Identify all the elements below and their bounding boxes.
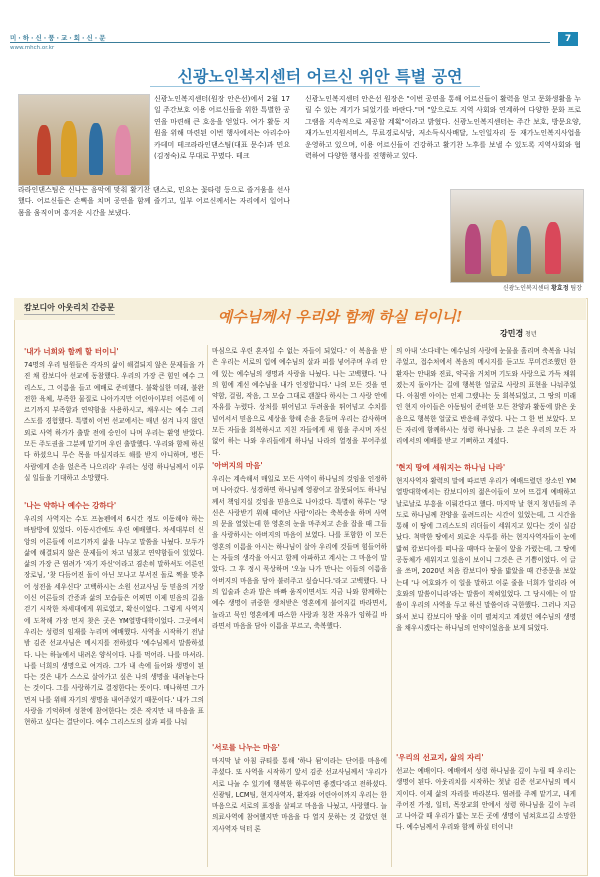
- column3-paragraph-2: 현지사역자 활력의 말에 따르면 우리가 예배드렸던 장소인 YM열방대학에서는 캄보디아의 젊은이들이 모여 뜨겁게 예배하고 날로날로 부흥을 이뤄간다고 했다. 마지막 날 현지 청년들의 주도로 하나님께 찬양을 올려드리는 시간이 있었는데, 그 시간을 통해 이 땅에 그리스도의 리더들이 세워지고 있다는 것이 실감 났다. 척박한 땅에서 외로운 사투를 하는 현지사역자들이 눈에 밟혀 캄보디아를 떠나올 때마다 눈물이 앞을 가렸는데, 그 땅에 공동체가 세워지고 있음이 보이니 그것은 큰 기쁨이었다. 이 글을 쓰며, 2020년 처음 캄보디아 땅을 밟았을 때 간증문을 보았는데 '나 여호와가 이 일을 말하고 이룬 줄을 너희가 알리라 여호와의 말씀이니라'라는 말씀이 적혀있었다. 그 당시에는 이 말씀이 우리의 사역을 두고 하신 말씀이라 국한했다. 그러나 지금 와서 보니 캄보디아 땅을 이미 펼쳐지고 계셨던 예수님의 생명을 채우시겠다는 하나님의 언약이었음을 보게 되었다.: [396, 477, 576, 632]
- newspaper-name: 미·하·신·풍·교·회·신·문: [10, 34, 108, 42]
- testimony-box-label: 캄보디아 아웃리치 간증문: [24, 302, 115, 315]
- testimony-author: [500, 328, 537, 339]
- signature-org: 신광노인복지센터: [502, 285, 552, 292]
- header-rule: [10, 42, 550, 43]
- column1-paragraph-2: 우리의 사역지는 수도 프놈펜에서 6시간 정도 이동해야 하는 바탐방에 있었다. 이동시간에도 우린 예배했다. 차세대부터 신앙의 어른들에 이르기까지 삶을 나누고 말씀을 나눴다. 모두가 삶에 해결되지 않은 문제들이 차고 넘쳤고 연약함들이 있었다. 삶의 가장 큰 염려가 '자기 자신'이라고 겸손히 말하셔도 어른인 장로님, '찾 다듬어진 돌이 아닌 모나고 부서진 돌로 쩍을 맞추어 성전을 세우신다' 고백하시는 소원 선교사님 등 믿음의 거장이신 어른들의 간증과 삶의 모습들은 어찌면 이제 믿음의 길을 걷기 시작한 차세대에게 위로였고, 확신이었다. 그렇게 사역지에 도착해 가장 먼저 찾은 곳은 YM열방대학이었다. 그곳에서 우리는 성령의 임재를 누리며 예배했다. 사역을 시작하기 전날 밤 김준 선교사님은 메시지를 전하셨다 '예수님께서 말씀하셨다. 나는 하늘에서 내려온 양식이다. 나를 먹어라. 나를 마셔라. 나를 너희의 생명으로 여겨라. 그가 내 속에 들어와 생명이 된다는 것은 내가 스스로 살아가고 싶은 나의 생명을 내려놓는다는 것이다. 그를 사랑하기로 결정한다는 뜻이다. 매나하면 그가 먼저 나를 위해 자기의 생명을 내어주었기 때문이다.' 내가 그의 사랑을 기억하며 성찬에 참여한다는 것은 작지만 내 마음을 표현하고 싶다는 결단이다. 예수 그리스도의 살과 피를 나눠: [24, 515, 204, 727]
- column3-paragraph-1: 의 아내 '소다네'는 예수님의 사랑에 눈물을 흘리며 축복을 나눠주었고, 접수처에서 복음의 메시지를 듣고도 무미건조했던 한 환자는 안내와 진료, 약국을 거치며 기도와 사랑으로 가득 채워졌는지 돌아가는 길에 행복한 얼굴로 사랑의 표현을 나눠주었다. 아침엔 아이는 언제 그랬냐는 듯 회복되었고, 그 땅의 미래인 현지 아이들은 아동팀이 준비한 모든 찬양과 활동에 밝은 웃음으로 행복한 얼굴로 반응해 주었다. 나는 그 한 번 보았다. 모든 자리에 함께하시는 성령 하나님을. 그 분은 우리의 모든 자리에서의 예배를 받고 기뻐하고 계셨다.: [396, 347, 576, 446]
- testimony-title: 예수님께서 우리와 함께 하실 터이니!: [217, 308, 463, 326]
- subheading-2: '나는 약하나 예수는 강하다': [24, 501, 117, 510]
- column3-paragraph-3: 선교는 예배이다. 예배에서 성령 하나님을 깊이 누릴 때 우리는 생명이 된다. 아웃리치를 시작하는 첫날 김준 선교사님의 메시지이다. 이제 삶의 자리를 바라본다. 염려를 주께 맡기고, 내게 주어진 가정, 일터, 목장교회 안에서 성령 하나님을 깊이 누리고 나아갈 때 우리가 밟는 모든 곳에 생명이 넘쳐흐르길 소망한다. 예수님께서 우리와 함께 하실 터이니!: [396, 767, 576, 832]
- subheading-5: '현지 땅에 세워지는 하나님 나라': [396, 463, 506, 472]
- signature-role: 팀장: [568, 285, 582, 292]
- dance-performance-photo: [18, 94, 150, 186]
- article1-title: 신광노인복지센터 어르신 위안 특별 공연: [177, 67, 463, 86]
- column2-paragraph-1: 마심으로 우린 혼자일 수 없는 자들이 되었다.' 이 복음을 받은 우리는 서로의 입에 예수님의 살과 피를 넣어주며 우리 안에 있는 예수님의 생명과 사랑을 나눴다. 나는 고백했다. '나의 힘에 계신 예수님을 내가 인정합니다.' 나의 모든 것을 연약함, 걸림, 작음, 그 모습 그대로 괜찮다 하시는 그 사랑 안에 자유를 누렸다. 상처를 뛰어넘고 두려움을 뛰어넘고 수치를 넘어서서 믿음으로 세상을 향해 손을 흔들며 우리는 감사하며 모든 자들을 회복하시고 지친 자들에게 새 힘을 주시며 자신 없어 하는 나와 우리들에게 하나님 나라의 열정을 부어주셨다.: [212, 347, 387, 457]
- site-url[interactable]: www.mhch.or.kr: [10, 45, 55, 51]
- article1-signature: [450, 283, 582, 292]
- column2-paragraph-3: 마지막 날 아침 큐티를 통해 '하나 됨'이라는 단어를 마음에 주셨다. 또 사역을 시작하기 앞서 김준 선교사님께서 '우리가 서로 나눌 수 있기에 행복한 하루이면 좋겠다'라고 전하셨다. 신광팀, LCM팀, 현지사역자, 환자와 어린아이까지 우리는 한마음으로 서로의 표정을 살피고 마음을 나눴고, 사랑했다. 늘 의료사역에 참여했지만 마음을 다 열지 못하는 것 같았던 현지사역자 덕터 론: [212, 757, 387, 833]
- subheading-4: '서로를 나누는 마음': [212, 743, 280, 752]
- author-name: 강민경: [500, 329, 524, 338]
- page-header: [0, 0, 600, 62]
- article1-paragraph-2: 라라인댄스팀은 신나는 음악에 맞춰 활기찬 댄스로, 민요는 꽃타령 등으로 즐거움을 선사했다. 어르신들은 손뼉을 치며 공연을 함께 즐기고, 일부 어르신께서는 자리에서 일어나 몸을 움직이며 흥겨운 시간을 보냈다.: [18, 186, 290, 217]
- subheading-3: '아버지의 마음': [212, 461, 263, 470]
- article1-paragraph-3: 신광노인복지센터 안은선 원장은 "이번 공연을 통해 어르신들이 활력을 얻고 문화생활을 누릴 수 있는 계기가 되었기를 바란다."며 "앞으로도 지역 사회와 연계하여 다양한 문화 프로그램을 지속적으로 제공할 계획"이라고 밝혔다. 신광노인복지센터는 주간 보호, 방문요양, 재가노인지원서비스, 무료경로식당, 저소득식사배달, 노인일자리 등 재가노인복지사업을 운영하고 있으며, 이용 어르신들이 건강하고 활기찬 노후를 보낼 수 있도록 지역사회와 협력하여 다양한 행사를 진행하고 있다.: [305, 95, 581, 161]
- column2-paragraph-2: 우리는 계속해서 매일로 모든 사역이 하나님의 것임을 인정하며 나아갔다. 성경하면 하나님께 영광이고 잘못되어도 하나님께서 책임지실 것임을 믿음으로 나아갔다. 특별히 하루는 '당신은 사랑받기 위해 태어난 사람'이라는 축복송을 하며 사역의 문을 열었는데 한 영혼의 눈을 마주치고 손을 잡을 때 그들을 사랑하시는 아버지의 마음이 보였다. 나를 포함한 이 모든 영혼의 이름을 아시는 하나님이 살아 우리에 것들며 힘들어하는 자들의 생각을 아시고 함께 아파하고 계시는 그 마음이 말았다. 그 후 정시 묵상하며 '오늘 나가 만나는 이들의 이름을 아버지의 마음을 담아 불러주고 싶습니다.'라고 고백했다. 나의 입술과 손과 발은 바빠 움직이면서도 지금 나와 함께하는 예수 생명이 귀중한 생처받은 영혼에게 불어지길 바라면서, 놀라고 묵인 영혼에게 따스한 사랑과 칭찬 자유가 임하길 바라면서 마음을 담아 이름을 부르고, 축복했다.: [212, 475, 387, 630]
- article1-paragraph-1: 신광노인복지센터(원장 안은선)에서 2월 17일 주간보호 이용 어르신들을 위한 특별한 공연을 마련해 큰 호응을 얻었다. 여가 활동 지원을 위해 마련된 이번 행사에서는 아리수아카데미 테크라라인댄스팀(대표 문수)과 민요(김정숙)로 무대로 꾸몄다. 테크: [154, 95, 290, 161]
- subheading-6: '우리의 선교지, 삶의 자리': [396, 753, 484, 762]
- column-divider: [391, 345, 392, 867]
- column1-paragraph-1: 74명의 우리 팀원들은 각자의 삶이 해결되지 않은 문제들을 가진 채 캄보디아 선교에 동참했다. 우리의 가장 큰 힘인 예수 그리스도, 그 이름을 들고 예배로 준비했다. 불확실한 미래, 불완전한 육체, 부족한 물질로 나아가지만 어린아이부터 어른에 이르기까지 부족함과 연약함을 사용하시고, 채우시는 예수 그리스도를 경험했다. 특별히 이번 선교에서는 매년 섬겨 나지 않던 외로 사역 하가가 출발 전에 승인이 나며 우리는 환영 받았다. 모든 주도권을 그분께 맡기며 우린 출발했다. '우리와 함께 하신다 하셨으니 무슨 목을 마실지라도 해를 받지 아니하며, 병든 사람에게 손을 얹은즉 나으리라' 우리는 성령 하나님께서 이루실 일들을 기대하고 소망했다.: [24, 361, 204, 482]
- page-number: 7: [558, 32, 578, 46]
- audience-photo: [450, 189, 584, 283]
- column-divider: [207, 345, 208, 867]
- subheading-1: '내가 너희와 함께 할 터이니': [24, 347, 119, 356]
- author-role: 청년: [523, 331, 537, 338]
- title-rule: [150, 86, 480, 87]
- signature-name: 황효정: [551, 285, 569, 292]
